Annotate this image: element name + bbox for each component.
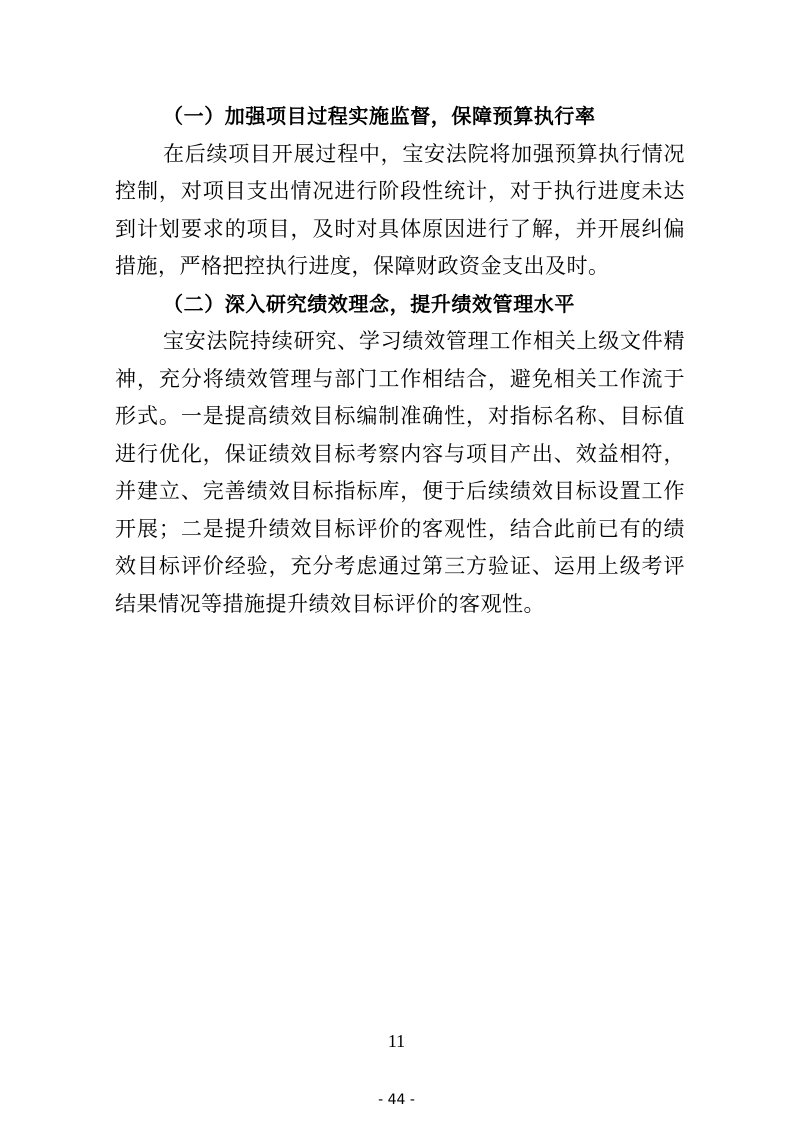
paragraph-line: 在后续项目开展过程中，宝安法院将加强预算执行情况: [163, 141, 685, 166]
paragraph-line: 进行优化，保证绩效目标考察内容与项目产出、效益相符，: [115, 441, 685, 466]
paragraph-line: 措施，严格把控执行进度，保障财政资金支出及时。: [115, 254, 610, 278]
paragraph-line: 到计划要求的项目，及时对具体原因进行了解，并开展纠偏: [115, 216, 685, 241]
paragraph-line: 结果情况等措施提升绩效目标评价的客观性。: [115, 591, 545, 616]
paragraph-line: 效目标评价经验，充分考虑通过第三方验证、运用上级考评: [115, 554, 685, 578]
section-heading-2: （二）深入研究绩效理念，提升绩效管理水平: [163, 291, 575, 316]
section-1-paragraph: [115, 136, 685, 286]
paragraph-line: 开展；二是提升绩效目标评价的客观性，结合此前已有的绩: [115, 516, 685, 541]
paragraph-line: 神，充分将绩效管理与部门工作相结合，避免相关工作流于: [115, 366, 685, 391]
section-heading-1: （一）加强项目过程实施监督，保障预算执行率: [163, 104, 596, 128]
paragraph-line: 形式。一是提高绩效目标编制准确性，对指标名称、目标值: [115, 404, 685, 428]
outer-page-number: - 44 -: [378, 1092, 415, 1108]
document-body: [115, 98, 685, 623]
paragraph-line: 控制，对项目支出情况进行阶段性统计，对于执行进度未达: [115, 179, 685, 203]
paragraph-line: 宝安法院持续研究、学习绩效管理工作相关上级文件精: [163, 329, 685, 353]
section-2-paragraph: [115, 323, 685, 623]
paragraph-line: 并建立、完善绩效目标指标库，便于后续绩效目标设置工作: [115, 479, 685, 503]
inner-page-number: 11: [387, 1031, 406, 1051]
